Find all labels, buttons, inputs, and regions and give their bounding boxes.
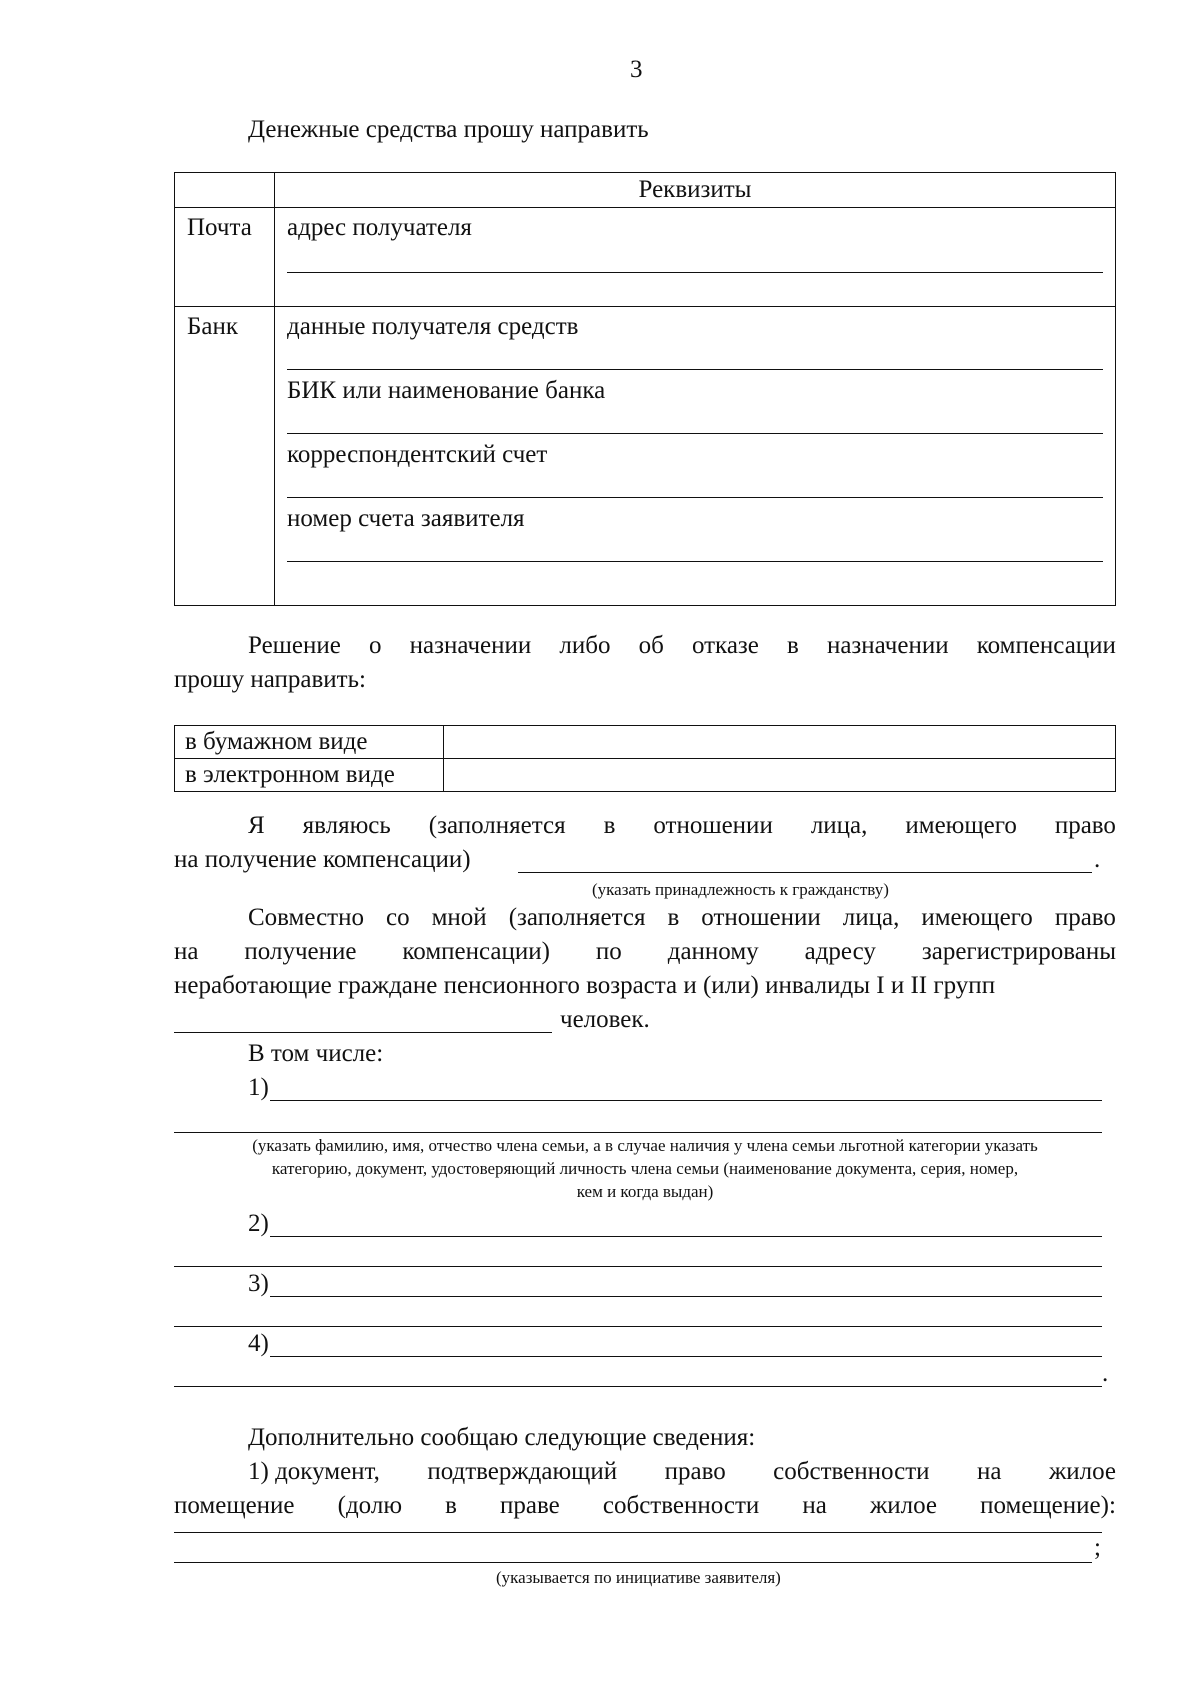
member-3-input-2[interactable] [174, 1326, 1102, 1327]
word: жилое [1048, 1458, 1116, 1485]
member-2-input-2[interactable] [174, 1266, 1102, 1267]
bank-label: Банк [175, 307, 275, 606]
post-address-input[interactable] [287, 272, 1103, 273]
bank-corr-account-label: корреспондентский счет [287, 441, 548, 468]
word: со [386, 904, 410, 931]
word: в [667, 904, 680, 931]
bank-bik-input[interactable] [287, 433, 1103, 434]
word: являюсь [302, 812, 391, 839]
word: на [174, 938, 199, 965]
word: подтверждающий [427, 1458, 618, 1485]
word: адресу [804, 938, 876, 965]
word: 1) документ, [248, 1458, 380, 1485]
word: по [595, 938, 622, 965]
word: Я [248, 812, 265, 839]
additional-item-1-line-1 [248, 1458, 1116, 1486]
post-cell [275, 208, 1116, 307]
word: Совместно [248, 904, 364, 931]
member-hint-line-2: категорию, документ, удостоверяющий личность члена семьи (наименование документа, серия, номер, [271, 1159, 1019, 1178]
additional-title: Дополнительно сообщаю следующие сведения: [248, 1424, 756, 1451]
including-label: В том числе: [248, 1040, 384, 1067]
option-electronic-checkbox[interactable] [444, 759, 1116, 792]
word: в [787, 632, 799, 659]
word: на [802, 1492, 827, 1519]
decision-line-2: прошу направить: [174, 666, 366, 693]
option-paper-checkbox[interactable] [444, 726, 1116, 759]
bank-account-input[interactable] [287, 561, 1103, 562]
citizenship-period: . [1094, 846, 1101, 873]
cohabitants-line-4: человек. [560, 1006, 650, 1033]
word: об [638, 632, 664, 659]
cohabitants-line-2 [174, 938, 1116, 966]
bank-corr-account-input[interactable] [287, 497, 1103, 498]
word: отношении [653, 812, 773, 839]
word: отказе [691, 632, 759, 659]
word: Решение [248, 632, 341, 659]
word: право [1054, 812, 1116, 839]
word: лица, [842, 904, 900, 931]
cohabitants-line-1 [248, 904, 1116, 932]
bank-bik-label: БИК или наименование банка [287, 377, 606, 404]
funds-intro: Денежные средства прошу направить [248, 116, 649, 143]
member-hint-line-1: (указать фамилию, имя, отчество члена семьи, а в случае наличия у члена семьи льготной категории указать [252, 1136, 1038, 1155]
bank-cell [275, 307, 1116, 606]
word: зарегистрированы [921, 938, 1116, 965]
word: помещение [174, 1492, 295, 1519]
member-1-input-2[interactable] [174, 1132, 1102, 1133]
decision-line-1 [248, 632, 1116, 660]
word: (заполняется [428, 812, 566, 839]
member-3-label: 3) [248, 1270, 269, 1297]
members-end-period: . [1102, 1360, 1109, 1387]
ownership-document-input-2[interactable] [174, 1562, 1092, 1563]
word: право [664, 1458, 726, 1485]
word: праве [500, 1492, 560, 1519]
bank-account-label: номер счета заявителя [287, 505, 525, 532]
word: (долю [337, 1492, 403, 1519]
member-1-input[interactable] [270, 1100, 1102, 1101]
requisites-header-empty [175, 173, 275, 208]
post-field-label: адрес получателя [287, 214, 472, 241]
citizenship-hint: (указать принадлежность к гражданству) [592, 880, 889, 899]
word: назначении [409, 632, 532, 659]
word: либо [559, 632, 611, 659]
ownership-semicolon: ; [1094, 1534, 1101, 1561]
additional-item-1-line-2 [174, 1492, 1116, 1520]
option-electronic-label: в электронном виде [175, 759, 444, 792]
word: о [369, 632, 382, 659]
member-3-input[interactable] [270, 1296, 1102, 1297]
word: собственности [602, 1492, 760, 1519]
word: компенсации [976, 632, 1116, 659]
word: мной [431, 904, 487, 931]
citizenship-line-2: на получение компенсации) [174, 846, 471, 873]
word: назначении [826, 632, 949, 659]
requisites-table [174, 172, 1116, 606]
word: право [1054, 904, 1116, 931]
ownership-document-input[interactable] [174, 1532, 1102, 1533]
member-hint-line-3: кем и когда выдан) [576, 1182, 714, 1201]
word: компенсации) [402, 938, 550, 965]
member-4-label: 4) [248, 1330, 269, 1357]
citizenship-line-1 [248, 812, 1116, 840]
word: в [445, 1492, 457, 1519]
word: данному [667, 938, 759, 965]
bank-recipient-label: данные получателя средств [287, 313, 579, 340]
word: лица, [810, 812, 868, 839]
member-1-label: 1) [248, 1074, 269, 1101]
word: помещение): [980, 1492, 1116, 1519]
word: отношении [701, 904, 821, 931]
member-4-input[interactable] [270, 1356, 1102, 1357]
word: получение [244, 938, 357, 965]
member-4-input-2[interactable] [174, 1386, 1102, 1387]
additional-hint: (указывается по инициативе заявителя) [496, 1568, 781, 1587]
requisites-header: Реквизиты [275, 173, 1116, 208]
page-number: 3 [630, 56, 643, 83]
word: имеющего [905, 812, 1017, 839]
citizenship-input[interactable] [518, 872, 1092, 873]
word: (заполняется [508, 904, 646, 931]
word: в [603, 812, 616, 839]
member-2-input[interactable] [270, 1236, 1102, 1237]
option-paper-label: в бумажном виде [175, 726, 444, 759]
word: собственности [773, 1458, 930, 1485]
member-2-label: 2) [248, 1210, 269, 1237]
word: жилое [869, 1492, 937, 1519]
word: на [977, 1458, 1002, 1485]
post-label: Почта [175, 208, 275, 307]
delivery-options-table [174, 725, 1116, 792]
cohabitants-line-3: неработающие граждане пенсионного возраста и (или) инвалиды I и II групп [174, 972, 996, 999]
bank-recipient-input[interactable] [287, 369, 1103, 370]
word: имеющего [921, 904, 1033, 931]
cohabitants-count-input[interactable] [174, 1032, 552, 1033]
